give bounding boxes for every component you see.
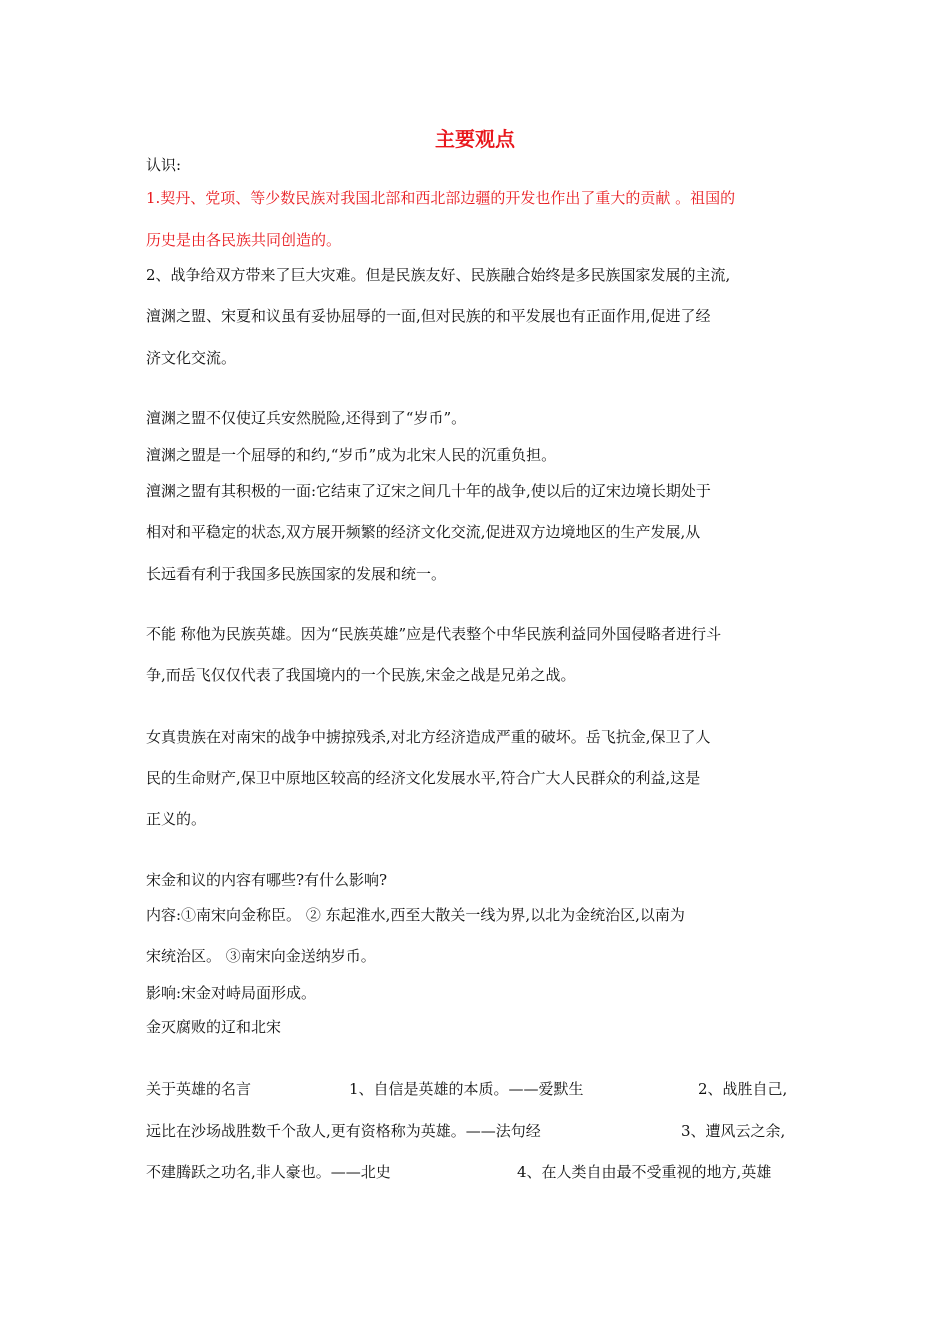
chanyuan-line1: 澶渊之盟不仅使辽兵安然脱险,还得到了“岁币”。 (146, 409, 467, 427)
chanyuan-line4: 相对和平稳定的状态,双方展开频繁的经济文化交流,促进双方边境地区的生产发展,从 (146, 523, 701, 541)
point2-line2: 澶渊之盟、宋夏和议虽有妥协屈辱的一面,但对民族的和平发展也有正面作用,促进了经 (146, 307, 711, 325)
chanyuan-line3: 澶渊之盟有其积极的一面:它结束了辽宋之间几十年的战争,使以后的辽宋边境长期处于 (146, 482, 711, 500)
yuefei-hero-line2: 争,而岳飞仅仅代表了我国境内的一个民族,宋金之战是兄弟之战。 (146, 666, 576, 684)
heyi-influence: 影响:宋金对峙局面形成。 (146, 984, 317, 1002)
page-title: 主要观点 (435, 127, 515, 151)
quotes-row2 (146, 1120, 806, 1142)
point1-line1: 1.契丹、党项、等少数民族对我国北部和西北部边疆的开发也作出了重大的贡献 。祖国的 (146, 189, 736, 207)
point2-line3: 济文化交流。 (146, 349, 237, 367)
chanyuan-line2: 澶渊之盟是一个屈辱的和约,“岁币”成为北宋人民的沉重负担。 (146, 446, 557, 464)
yuefei-justice-line2: 民的生命财产,保卫中原地区较高的经济文化发展水平,符合广大人民群众的利益,这是 (146, 769, 701, 787)
quotes-row1 (146, 1078, 806, 1100)
yuefei-justice-line3: 正义的。 (146, 810, 207, 828)
renshi-label: 认识: (146, 156, 182, 174)
heyi-content-line1: 内容:①南宋向金称臣。 ② 东起淮水,西至大散关一线为界,以北为金统治区,以南为 (146, 906, 685, 924)
quote-2-start: 2、战胜自己, (698, 1080, 788, 1098)
point1-line2: 历史是由各民族共同创造的。 (146, 231, 342, 249)
quote-3-end: 不建腾跃之功名,非人豪也。——北史 (146, 1163, 391, 1181)
quotes-row3 (146, 1161, 806, 1183)
heyi-question: 宋金和议的内容有哪些?有什么影响? (146, 871, 388, 889)
quote-1-emerson: 1、自信是英雄的本质。——爱默生 (349, 1080, 584, 1098)
yuefei-justice-line1: 女真贵族在对南宋的战争中掳掠残杀,对北方经济造成严重的破坏。岳飞抗金,保卫了人 (146, 728, 711, 746)
quote-3-start: 3、遭风云之余, (681, 1122, 786, 1140)
quotes-heading: 关于英雄的名言 (146, 1080, 252, 1098)
heyi-extra: 金灭腐败的辽和北宋 (146, 1018, 282, 1036)
point2-line1: 2、战争给双方带来了巨大灾难。但是民族友好、民族融合始终是多民族国家发展的主流, (146, 266, 731, 284)
quote-2-end: 远比在沙场战胜数千个敌人,更有资格称为英雄。——法句经 (146, 1122, 541, 1140)
heyi-content-line2: 宋统治区。 ③南宋向金送纳岁币。 (146, 947, 376, 965)
yuefei-hero-line1: 不能 称他为民族英雄。因为“民族英雄”应是代表整个中华民族利益同外国侵略者进行斗 (146, 625, 722, 643)
quote-4-start: 4、在人类自由最不受重视的地方,英雄 (517, 1163, 772, 1181)
chanyuan-line5: 长远看有利于我国多民族国家的发展和统一。 (146, 565, 447, 583)
